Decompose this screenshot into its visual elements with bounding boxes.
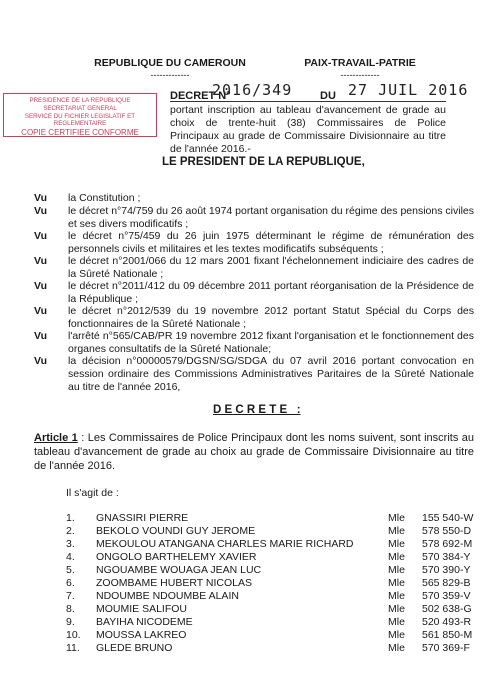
- president-heading: LE PRESIDENT DE LA REPUBLIQUE,: [162, 156, 365, 168]
- stamp-line-secretariat: SECRETARIAT GENERAL: [43, 104, 117, 112]
- officer-matricule: 561 850-M: [422, 629, 473, 641]
- list-item: [66, 603, 500, 616]
- country-name: REPUBLIQUE DU CAMEROUN: [94, 57, 246, 69]
- decrete-heading: D E C R E T E :: [213, 404, 301, 416]
- list-number: 6.: [66, 577, 75, 589]
- decree-number: 2016/349: [212, 81, 293, 99]
- decree-underline: [170, 101, 446, 102]
- officer-matricule: 570 369-F: [422, 642, 470, 654]
- list-number: 5.: [66, 564, 75, 576]
- vu-text: le décret n°2011/412 du 09 décembre 2011 portant réorganisation de la Présidence de la République ;: [68, 280, 474, 306]
- article-1: [34, 432, 474, 473]
- officer-name: ONGOLO BARTHELEMY XAVIER: [96, 551, 257, 563]
- list-item: [66, 551, 500, 564]
- list-item: [66, 577, 500, 590]
- vu-label: Vu: [34, 305, 48, 317]
- vu-label: Vu: [34, 192, 48, 204]
- vu-text: l'arrêté n°565/CAB/PR 19 novembre 2012 fixant l'organisation et le fonctionnement des organes consultatifs de la Sûreté Nationale;: [68, 330, 474, 356]
- certified-copy-stamp: [3, 93, 157, 137]
- list-item: [66, 512, 500, 525]
- vu-label: Vu: [34, 355, 48, 367]
- officer-name: MOUSSA LAKREO: [96, 629, 187, 641]
- vu-text: le décret n°2012/539 du 19 novembre 2012 portant Statut Spécial du Corps des fonctionnaires de la Sûreté Nationale ;: [68, 305, 474, 331]
- officer-name: NGOUAMBE WOUAGA JEAN LUC: [96, 564, 262, 576]
- officer-matricule: 502 638-G: [422, 603, 472, 615]
- motto-separator: -------------: [340, 70, 380, 80]
- list-item: [66, 590, 500, 603]
- mle-label: Mle: [388, 538, 405, 550]
- decree-subject: portant inscription au tableau d'avancement de grade au choix de trente-huit (38) Commissaires de Police Principaux au grade de Commissaire Divisionnaire au titre de l'année 2016.-: [170, 104, 446, 156]
- list-number: 10.: [66, 629, 81, 641]
- list-number: 9.: [66, 616, 75, 628]
- mle-label: Mle: [388, 616, 405, 628]
- officer-name: ZOOMBAME HUBERT NICOLAS: [96, 577, 252, 589]
- mle-label: Mle: [388, 590, 405, 602]
- mle-label: Mle: [388, 629, 405, 641]
- decree-du-label: DU: [320, 90, 336, 102]
- vu-label: Vu: [34, 255, 48, 267]
- stamp-line-presidency: PRESIDENCE DE LA REPUBLIQUE: [29, 97, 131, 104]
- vu-text: la décision n°00000579/DGSN/SG/SDGA du 07 avril 2016 portant convocation en session ordinaire des Commissions Administratives Paritaires de la Sûreté Nationale au titre de l'année 2016,: [68, 355, 474, 394]
- mle-label: Mle: [388, 577, 405, 589]
- list-item: [66, 564, 500, 577]
- list-item: [66, 642, 500, 655]
- mle-label: Mle: [388, 603, 405, 615]
- mle-label: Mle: [388, 564, 405, 576]
- officer-matricule: 520 493-R: [422, 616, 472, 628]
- list-number: 11.: [66, 642, 80, 654]
- vu-text: la Constitution ;: [68, 192, 141, 204]
- vu-label: Vu: [34, 205, 48, 217]
- officer-name: GNASSIRI PIERRE: [96, 512, 189, 524]
- list-item: [66, 629, 500, 642]
- mle-label: Mle: [388, 642, 405, 654]
- officer-matricule: 578 550-D: [422, 525, 472, 537]
- vu-text: le décret n°74/759 du 26 août 1974 portant organisation du régime des pensions civiles et ses divers modificatifs ;: [68, 205, 474, 231]
- list-number: 1.: [66, 512, 75, 524]
- list-intro: Il s'agit de :: [66, 487, 119, 499]
- vu-text: le décret n°2001/066 du 12 mars 2001 fixant l'échelonnement indiciaire des cadres de la Sûreté Nationale ;: [68, 255, 474, 281]
- vu-label: Vu: [34, 330, 48, 342]
- list-number: 7.: [66, 590, 75, 602]
- officer-name: GLEDE BRUNO: [96, 642, 173, 654]
- vu-label: Vu: [34, 230, 48, 242]
- article-1-text: : Les Commissaires de Police Principaux dont les noms suivent, sont inscrits au tableau d'avancement de grade au choix au grade de Commissaire Divisionnaire au titre de l'année 2016.: [34, 432, 474, 472]
- officer-name: NDOUMBE NDOUMBE ALAIN: [96, 590, 239, 602]
- vu-text: le décret n°75/459 du 26 juin 1975 déterminant le régime de rémunération des personnels civils et militaires et les textes modificatifs subséquents ;: [68, 230, 474, 256]
- decree-date: 27 JUIL 2016: [348, 81, 469, 99]
- national-motto: PAIX-TRAVAIL-PATRIE: [304, 57, 416, 69]
- officer-matricule: 578 692-M: [422, 538, 473, 550]
- article-1-label: Article 1: [34, 432, 78, 444]
- mle-label: Mle: [388, 551, 405, 563]
- officer-name: MEKOULOU ATANGANA CHARLES MARIE RICHARD: [96, 538, 354, 550]
- vu-label: Vu: [34, 280, 48, 292]
- officer-matricule: 570 390-Y: [422, 564, 471, 576]
- officer-name: BAYIHA NICODEME: [96, 616, 193, 628]
- list-number: 2.: [66, 525, 75, 537]
- officer-matricule: 570 359-V: [422, 590, 471, 602]
- stamp-line-service: SERVICE DU FICHIER LEGISLATIF ET REGLEMENTAIRE: [24, 112, 136, 128]
- officer-matricule: 155 540-W: [422, 512, 474, 524]
- list-item: [66, 616, 500, 629]
- list-number: 4.: [66, 551, 75, 563]
- list-number: 8.: [66, 603, 75, 615]
- decree-label: DECRET N°: [170, 90, 231, 102]
- mle-label: Mle: [388, 525, 405, 537]
- mle-label: Mle: [388, 512, 405, 524]
- list-item: [66, 525, 500, 538]
- officer-matricule: 570 384-Y: [422, 551, 471, 563]
- list-item: [66, 538, 500, 551]
- country-separator: -------------: [150, 70, 190, 80]
- officer-matricule: 565 829-B: [422, 577, 471, 589]
- officer-name: MOUMIE SALIFOU: [96, 603, 188, 615]
- stamp-line-certified: COPIE CERTIFIEE CONFORME: [21, 128, 139, 137]
- officer-name: BEKOLO VOUNDI GUY JEROME: [96, 525, 256, 537]
- list-number: 3.: [66, 538, 75, 550]
